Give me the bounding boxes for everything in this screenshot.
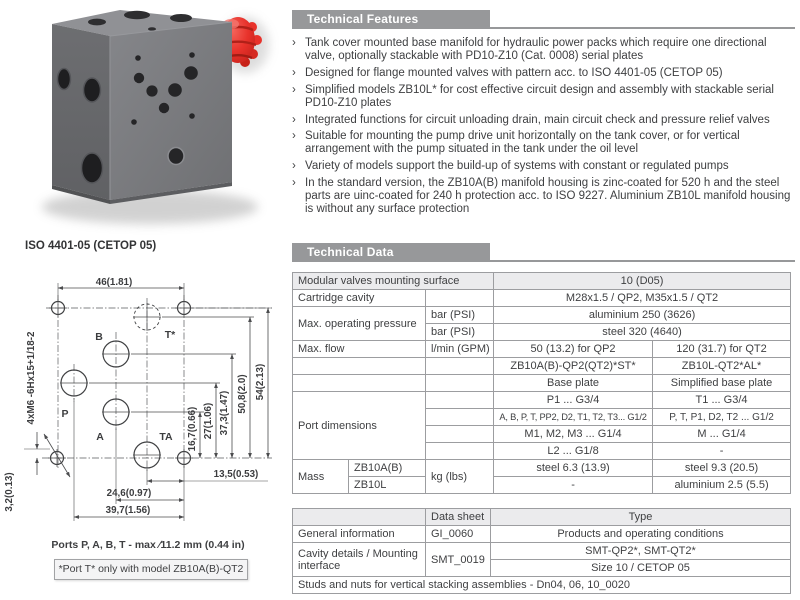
mass-value: - [494, 477, 653, 494]
port-dim-value: T1 ... G3/4 [653, 392, 791, 409]
bullet-chevron-icon: › [292, 160, 296, 173]
cavity-details-type1: SMT-QP2*, SMT-QT2* [491, 543, 791, 560]
feature-item [292, 160, 795, 173]
empty-cell [426, 392, 494, 409]
flow-qp2: 50 (13.2) for QP2 [494, 341, 653, 358]
technical-features-list [292, 37, 795, 220]
dim-b1: 13,5(0.53) [213, 469, 259, 480]
feature-item [292, 114, 795, 127]
dim-v2: 27(1.06) [203, 402, 214, 440]
general-info-code: GI_0060 [426, 526, 491, 543]
bullet-chevron-icon: › [292, 66, 296, 79]
table-row [293, 460, 791, 477]
plate-right: Simplified base plate [653, 375, 791, 392]
empty-cell [426, 375, 494, 392]
manifold-product-image [0, 0, 290, 245]
table-row [293, 341, 791, 358]
port-label-b: B [95, 331, 103, 343]
feature-text: Suitable for mounting the pump drive unit horizontally on the tank cover, or for vertical arrangement with the pump situated in the tank under the oil level [305, 130, 740, 156]
technical-data-header [292, 243, 795, 261]
dim-v3: 37,3(1.47) [219, 390, 230, 436]
table-row [293, 577, 791, 594]
mass-unit: kg (lbs) [426, 460, 494, 494]
mass-model: ZB10A(B) [349, 460, 426, 477]
plate-left: Base plate [494, 375, 653, 392]
pressure-label: Max. operating pressure [293, 307, 426, 341]
empty-cell [426, 443, 494, 460]
port-dimensions-label: Port dimensions [293, 392, 426, 460]
port-dim-value: A, B, P, T, PP2, D2, T1, T2, T3... G1/2 [494, 409, 653, 426]
ports-size-note: Ports P, A, B, T - max ∕11.2 mm (0.44 in) [51, 539, 245, 551]
table-row [293, 526, 791, 543]
model-column-right: ZB10L-QT2*AL* [653, 358, 791, 375]
feature-text: Designed for flange mounted valves with pattern acc. to ISO 4401-05 (CETOP 05) [305, 66, 723, 79]
datasheet-column-header: Data sheet [426, 509, 491, 526]
mass-value: steel 9.3 (20.5) [653, 460, 791, 477]
feature-item [292, 84, 795, 110]
dim-b2: 24,6(0.97) [106, 488, 152, 499]
cavity-details-type2: Size 10 / CETOP 05 [491, 560, 791, 577]
technical-data-title: Technical Data [292, 243, 490, 261]
port-dim-value: - [653, 443, 791, 460]
feature-text: In the standard version, the ZB10A(B) manifold housing is zinc-coated for 520 h and the steel parts are uinc-coated for 240 h protection acc. to ISO 9227. Aluminium ZB10L manifold housing is without any surface protection [305, 176, 791, 216]
feature-text: Simplified models ZB10L* for cost effective circuit design and assembly with stackable serial PD10-Z10 plates [305, 83, 774, 109]
dim-v5: 54(2.13) [255, 363, 266, 401]
bullet-chevron-icon: › [292, 83, 296, 96]
bullet-chevron-icon: › [292, 176, 296, 189]
pressure-steel: steel 320 (4640) [494, 324, 791, 341]
port-label-p: P [61, 408, 69, 420]
feature-item [292, 177, 795, 217]
mounting-surface-label: Modular valves mounting surface [293, 273, 494, 290]
studs-note: Studs and nuts for vertical stacking assemblies - Dn04, 06, 10_0020 [293, 577, 791, 594]
flow-unit: l/min (GPM) [426, 341, 494, 358]
mounting-surface-value: 10 (D05) [494, 273, 791, 290]
empty-cell [426, 358, 494, 375]
bolt-spec-label: 4xM6 -6Hx15+1/18-2 [26, 331, 37, 425]
empty-cell [293, 509, 426, 526]
table-row [293, 509, 791, 526]
model-column-left: ZB10A(B)-QP2(QT2)*ST* [494, 358, 653, 375]
manifold-block [52, 10, 232, 204]
port-dim-value: P, T, P1, D2, T2 ... G1/2 [653, 409, 791, 426]
bullet-chevron-icon: › [292, 37, 296, 49]
table-row [293, 273, 791, 290]
general-info-type: Products and operating conditions [491, 526, 791, 543]
feature-item [292, 37, 795, 63]
dim-v4: 50,8(2.0) [237, 374, 248, 414]
table-row [293, 375, 791, 392]
flow-label: Max. flow [293, 341, 426, 358]
mass-value: aluminium 2.5 (5.5) [653, 477, 791, 494]
flow-qt2: 120 (31.7) for QT2 [653, 341, 791, 358]
technical-features-title: Technical Features [292, 10, 490, 28]
table-row [293, 477, 791, 494]
feature-text: Integrated functions for circuit unloading drain, main circuit check and pressure relief valves [305, 113, 770, 126]
dimension-drawing [0, 258, 290, 535]
empty-cell [426, 290, 494, 307]
port-dim-value: L2 ... G1/8 [494, 443, 653, 460]
dim-b3: 39,7(1.56) [105, 505, 151, 516]
port-t-note-box: *Port T* only with model ZB10A(B)-QT2 [54, 559, 248, 580]
bullet-chevron-icon: › [292, 113, 296, 126]
cavity-details-label: Cavity details / Mounting interface [293, 543, 426, 577]
feature-text: Tank cover mounted base manifold for hydraulic power packs which require one directional valve, optionally stackable with PD10-Z10 (Cat. 0008) serial plates [305, 37, 767, 63]
empty-cell [293, 358, 426, 375]
port-label-a: A [96, 431, 104, 443]
general-info-label: General information [293, 526, 426, 543]
bullet-chevron-icon: › [292, 130, 296, 143]
table-row [293, 543, 791, 560]
mass-label: Mass [293, 460, 349, 494]
empty-cell [293, 375, 426, 392]
pressure-unit: bar (PSI) [426, 324, 494, 341]
cartridge-cavity-label: Cartridge cavity [293, 290, 426, 307]
dim-top: 46(1.81) [95, 277, 133, 288]
port-dim-value: P1 ... G3/4 [494, 392, 653, 409]
technical-data-table [292, 272, 791, 494]
cartridge-cavity-value: M28x1.5 / QP2, M35x1.5 / QT2 [494, 290, 791, 307]
port-dim-value: M ... G1/4 [653, 426, 791, 443]
mass-model: ZB10L [349, 477, 426, 494]
table-row [293, 307, 791, 324]
feature-item [292, 130, 795, 156]
technical-features-header [292, 10, 795, 28]
port-dim-value: M1, M2, M3 ... G1/4 [494, 426, 653, 443]
datasheet-references-table [292, 508, 791, 594]
feature-text: Variety of models support the build-up of systems with constant or regulated pumps [305, 160, 729, 173]
dim-v1: 16,7(0.66) [187, 406, 198, 452]
iso-standard-title: ISO 4401-05 (CETOP 05) [25, 240, 157, 252]
feature-item [292, 67, 795, 80]
dim-left-offset: 3,2(0.13) [4, 472, 15, 512]
mass-value: steel 6.3 (13.9) [494, 460, 653, 477]
pressure-unit: bar (PSI) [426, 307, 494, 324]
empty-cell [426, 426, 494, 443]
table-row [293, 358, 791, 375]
port-label-ta: TA [159, 431, 173, 443]
type-column-header: Type [491, 509, 791, 526]
table-row [293, 290, 791, 307]
table-row [293, 392, 791, 409]
port-label-tstar: T* [164, 329, 176, 341]
cavity-details-code: SMT_0019 [426, 543, 491, 577]
empty-cell [426, 409, 494, 426]
pressure-aluminium: aluminium 250 (3626) [494, 307, 791, 324]
